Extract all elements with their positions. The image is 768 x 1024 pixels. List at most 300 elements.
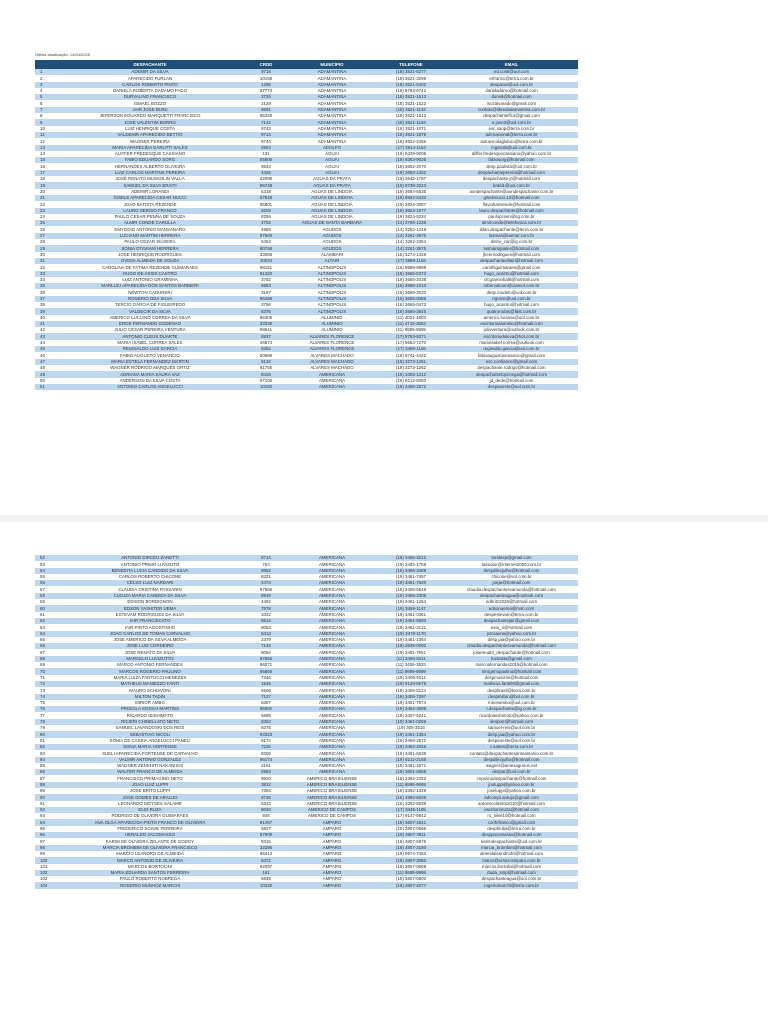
- despachante-name: JOSÉ RENATO MUSSOLIN VALLA: [115, 176, 185, 182]
- email-value: edsonuema@msn.com: [445, 605, 578, 611]
- despachante-name: JULIO CESAR PEREIRA VENTURA: [114, 327, 186, 333]
- telefone-value: (16) 3665-0473: [395, 302, 427, 308]
- email-value: almeidaleandro40@hotmail.com: [479, 851, 544, 857]
- despachante-name: PAULO CESAR PENNA DE SOUZA: [114, 214, 186, 220]
- email-value: despbrasil@terra.com.br: [487, 687, 536, 693]
- municipio-value: AMPARO: [287, 857, 377, 863]
- municipio-value: AMERICANA: [287, 731, 377, 737]
- municipio-value: ADAMANTINA: [287, 94, 377, 100]
- email-value: mrogeriopaulino@hotmail.com: [445, 668, 578, 674]
- row-number: 100: [35, 857, 55, 863]
- despachante-name: SONIA MARIA HORTENSE: [55, 744, 245, 750]
- municipio-value: AMERICANA: [318, 750, 346, 756]
- municipio-value: AMERICANA: [318, 624, 346, 630]
- despachante-name: ANTONIO PRIMO LUVIZUTO: [120, 561, 180, 567]
- crdd-value: 55806: [245, 157, 287, 163]
- municipio-value: ALTINOPOLIS: [317, 302, 347, 308]
- crdd-value: 6963: [245, 145, 287, 151]
- email-value: claudia.despachantesvamunda@hotmail.com: [445, 643, 578, 649]
- email-value: despdilecjulho@hotmail.com: [445, 568, 578, 574]
- email-value: karimdespachante@uol.com.br: [481, 838, 542, 844]
- row-number: 88: [35, 782, 55, 788]
- telefone-value: (19) 3807-6800: [395, 876, 427, 882]
- crdd-value: 10330: [245, 882, 287, 888]
- telefone-value: (19) 3807-4841: [377, 819, 445, 825]
- email-value: autoescolasles2010@hotmail.com: [478, 800, 545, 806]
- municipio-value: AMERICANA: [287, 593, 377, 599]
- telefone-value: (16) 3665-3645: [377, 308, 445, 314]
- municipio-value: AMERICANA: [287, 668, 377, 674]
- crdd-value: 96071: [259, 662, 273, 668]
- municipio-value: ALTINOPOLIS: [317, 264, 347, 270]
- row-number: 40: [40, 314, 45, 320]
- telefone-value: (14) 3262-2354: [395, 239, 427, 245]
- row-number: 25: [35, 220, 55, 226]
- crdd-value: 6463: [261, 239, 271, 245]
- municipio-value: AMERICANA: [318, 662, 346, 668]
- row-number: 12: [40, 138, 45, 144]
- crdd-value: 2379: [261, 637, 271, 643]
- crdd-value: 4426: [245, 170, 287, 176]
- row-number: 54: [35, 568, 55, 574]
- municipio-value: AMERICANA: [287, 605, 377, 611]
- despachante-name: JOSE BRITO LUPPI: [130, 788, 170, 794]
- municipio-value: AMERICO BRASILIENSE: [287, 782, 377, 788]
- row-number: 34: [40, 277, 45, 283]
- email-value: dinho_car@ig.com.br: [490, 239, 533, 245]
- municipio-value: ALVARES FLORENCE: [287, 333, 377, 339]
- row-number: 83: [40, 750, 45, 756]
- email-value: josereuato_despachante@hotmail.com: [473, 649, 550, 655]
- crdd-value: 3187: [261, 289, 271, 295]
- row-number: 76: [35, 706, 55, 712]
- crdd-value: 32286: [245, 845, 287, 851]
- email-value: desp.jaa@yahoo.com.br: [487, 637, 536, 643]
- municipio-value: AMERICANA: [287, 706, 377, 712]
- despachante-name: EROS FERNANDO GODENAO: [55, 321, 245, 327]
- email-value: aondespachante@aondespachante.com.br: [469, 188, 554, 194]
- crdd-value: 6397: [261, 700, 271, 706]
- email-value: contato@libredadamantina.com.br: [445, 107, 578, 113]
- telefone-value: (14) 3262-1248: [395, 226, 427, 232]
- telefone-value: (19) 9439-9006: [395, 151, 427, 157]
- crdd-value: 97866: [245, 656, 287, 662]
- despachante-name: ANA OLGA APARECIDA PINTO FRANCO DE OLIVEIRA: [55, 819, 245, 825]
- municipio-value: ADAMANTINA: [287, 107, 377, 113]
- email-value: julioventura@outlook.com.br: [483, 327, 540, 333]
- municipio-value: ALVARES MACHADO: [310, 352, 354, 358]
- row-number: 37: [35, 296, 55, 302]
- municipio-value: AMPARO: [287, 870, 377, 876]
- row-number: 59: [40, 599, 45, 605]
- crdd-value: 1286: [245, 82, 287, 88]
- telefone-value: (19) 3406-1312: [377, 371, 445, 377]
- telefone-value: (19) 3652-2070: [395, 163, 427, 169]
- row-number: 49: [35, 371, 55, 377]
- telefone-value: (17) 9753-9371: [377, 333, 445, 339]
- crdd-value: 1545: [245, 681, 287, 687]
- telefone-value: (18) 3521-1613: [395, 113, 427, 119]
- despachante-name: VALDECIR DA SILVA: [55, 308, 245, 314]
- despachante-name: ROGERIO MUNHOZ MARCHI: [55, 882, 245, 888]
- crdd-value: 8743: [261, 125, 271, 131]
- despachante-name: MARIA LUIZA FANTUCCI MENEZES: [113, 674, 187, 680]
- despachante-name: MARIA APARECIDA GARUTTI SALES: [55, 145, 245, 151]
- despachante-name: MARIA ISABEL CORREA SALES: [117, 340, 183, 346]
- despachante-name: VALDENIR APARECIDO BETTIO: [55, 132, 245, 138]
- despachante-name: ELIO RUZA: [55, 807, 245, 813]
- crdd-value: 10158: [259, 75, 273, 81]
- municipio-value: ALUMINIO: [321, 314, 343, 320]
- row-number: 60: [35, 605, 55, 611]
- email-value: desp.modelo@uol.com.br: [486, 289, 537, 295]
- email-value: mironambo@uol.com.br: [488, 700, 535, 706]
- row-number: 75: [40, 700, 45, 706]
- crdd-value: 4473: [245, 580, 287, 586]
- table-row: [35, 882, 578, 888]
- email-value: jd_dede@hotmail.com: [489, 377, 534, 383]
- municipio-value: AGUAS DE LINDOIA: [311, 188, 353, 194]
- crdd-value: 97568: [259, 586, 273, 592]
- telefone-value: (17) 9147-6842: [395, 813, 427, 819]
- municipio-value: ALTINOPOLIS: [317, 289, 347, 295]
- email-value: robervalcom@ciamol.com.br: [445, 283, 578, 289]
- telefone-value: (11) 3406-3533: [396, 662, 426, 668]
- municipio-value: AMERICANA: [287, 744, 377, 750]
- table-body: [35, 555, 578, 889]
- despachante-name: SONIA OTAVIANI HERRERA: [55, 245, 245, 251]
- email-value: taimotor@internet2000.com.br: [481, 561, 542, 567]
- telefone-value: (18) 3273-1261: [377, 359, 445, 365]
- email-value: rogeriomarchi@terra.com.br: [445, 882, 578, 888]
- despachante-name: LUIZ ANTONIO GRAMINHA: [122, 277, 178, 283]
- email-value: jorge@hotmail.com: [445, 580, 578, 586]
- municipio-value: ALUMINIO: [321, 327, 343, 333]
- email-value: mgarutti@uol.com.br: [445, 145, 578, 151]
- telefone-value: (18) 3521-5277: [377, 69, 445, 75]
- email-value: marioisabel.correa@outlook.com: [479, 340, 544, 346]
- header-number: [35, 60, 55, 69]
- municipio-value: AMERICANA: [287, 618, 377, 624]
- crdd-value: 948: [262, 813, 270, 819]
- municipio-value: AMPARO: [287, 819, 377, 825]
- row-number: 6: [40, 100, 43, 106]
- telefone-value: (19) 3461-5593: [377, 618, 445, 624]
- crdd-value: 8352: [245, 346, 287, 352]
- crdd-value: 8048: [245, 807, 287, 813]
- crdd-value: 8691: [245, 107, 287, 113]
- municipio-value: AMERICANA: [287, 656, 377, 662]
- email-value: despachante-jr@hotmail.com: [482, 176, 541, 182]
- email-value: lusmar@lusmar.com.br: [445, 233, 578, 239]
- telefone-value: (19) 3684-6535: [395, 188, 427, 194]
- email-value: confefranco@gmail.com: [445, 819, 578, 825]
- telefone-value: (19) 3406-7297: [377, 694, 445, 700]
- telefone-value: (19) 3652-1392: [377, 170, 445, 176]
- municipio-value: AMPARO: [322, 851, 342, 857]
- row-number: 58: [35, 593, 55, 599]
- municipio-value: ADAMANTINA: [317, 75, 347, 81]
- telefone-value: (19) 3461-7651: [395, 649, 427, 655]
- email-value: carolfsguimaraes@gmail.com: [482, 264, 541, 270]
- row-number: 38: [40, 302, 45, 308]
- despachante-name: CLAUDIA CRISTINA PASSARIN: [118, 586, 182, 592]
- telefone-value: (11) 3406-6011: [377, 656, 445, 662]
- telefone-value: (18) 3521-3299: [395, 75, 427, 81]
- header-despachante: DESPACHANTE: [55, 60, 245, 69]
- despachante-name: LEONARDO MOYSES SALAME: [118, 800, 182, 806]
- municipio-value: ALTINOPOLIS: [287, 308, 377, 314]
- crdd-value: 90768: [245, 245, 287, 251]
- telefone-value: (19) 3824-3087: [395, 201, 427, 207]
- email-value: despmusizim@hotmail.com: [484, 674, 539, 680]
- table-body: [35, 69, 578, 390]
- row-number: 32: [40, 264, 45, 270]
- despachante-name: FRANCISCO PRIMAGINO NETO: [117, 775, 183, 781]
- email-value: r.despachante@ig.com.br: [445, 706, 578, 712]
- telefone-value: (18) 3273-1262: [395, 365, 427, 371]
- email-value: despacar@uol.com.br: [445, 82, 578, 88]
- municipio-value: ADOLFO: [287, 145, 377, 151]
- despachante-name: ADEMIR DA SILVA: [55, 69, 245, 75]
- telefone-value: (19) 3406-6124: [395, 687, 427, 693]
- table-row: [35, 775, 578, 781]
- municipio-value: ALTAIR: [287, 258, 377, 264]
- despachante-name: CELSO LUIZ NARDARI: [55, 580, 245, 586]
- municipio-value: AMERICANA: [287, 631, 377, 637]
- crdd-value: 98151: [259, 264, 273, 270]
- row-number: 16: [40, 163, 45, 169]
- crdd-value: 8513: [245, 618, 287, 624]
- crdd-value: 95328: [259, 113, 273, 119]
- email-value: lauro.despachante@hotmail.com: [445, 208, 578, 214]
- municipio-value: AMERICANA: [287, 681, 377, 687]
- crdd-value: 7144: [245, 643, 287, 649]
- row-number: 10: [40, 125, 45, 131]
- crdd-value: 96488: [245, 296, 287, 302]
- email-value: extu_ri@hotmail.com: [490, 624, 533, 630]
- crdd-value: 2128: [261, 100, 271, 106]
- row-number: 95: [40, 826, 45, 832]
- municipio-value: ADAMANTINA: [317, 88, 347, 94]
- municipio-value: AMERICANA: [318, 712, 346, 718]
- email-value: esc.saop@terra.com.br: [488, 125, 535, 131]
- email-value: autoescolagloboo@terra.com.br: [480, 138, 543, 144]
- row-number: 14: [40, 151, 45, 157]
- email-value: despachantelopcnega@hotmail.com: [445, 371, 578, 377]
- telefone-value: (18) 3521-1522: [395, 100, 427, 106]
- row-number: 52: [35, 555, 55, 561]
- row-number: 89: [40, 788, 45, 794]
- email-value: despar@uol.com.br: [445, 769, 578, 775]
- municipio-value: AGUDOS: [322, 239, 342, 245]
- despachante-name: JOSE AMERICO DA SILVA ALMEIDA: [113, 637, 187, 643]
- telefone-value: (16) 3665-1010: [377, 283, 445, 289]
- despachante-name: CARLOS ROBERTO CHICONE: [118, 574, 182, 580]
- telefone-value: (19) 3478-1170: [377, 631, 445, 637]
- despachante-name: RODRIGO DE OLIVEIRA GUIMARAES: [111, 813, 189, 819]
- row-number: 62: [35, 618, 55, 624]
- municipio-value: AGUDOS: [287, 245, 377, 251]
- email-value: despachanteagua@uol.com.br: [481, 876, 542, 882]
- telefone-value: (19) 3462-2046: [377, 744, 445, 750]
- despachante-name: PAULO ROBERTO NOBREGA: [119, 876, 181, 882]
- crdd-value: 9920: [261, 775, 271, 781]
- email-value: americo.luciano@uol.com.br: [483, 314, 540, 320]
- email-value: despachanteffco@gmail.com: [483, 113, 540, 119]
- municipio-value: AMPARO: [287, 845, 377, 851]
- telefone-value: (19) 3406-3489: [377, 568, 445, 574]
- municipio-value: ADAMANTINA: [317, 138, 347, 144]
- despachante-name: JOSE GOMES DE ARAUJO: [55, 794, 245, 800]
- despachante-name: PAULO CEZAR SILVEIRA: [124, 239, 176, 245]
- row-number: 82: [35, 744, 55, 750]
- row-number: 68: [35, 656, 55, 662]
- despachante-name: DURVALINO FRANCISCO: [55, 94, 245, 100]
- despachante-name: JOSE HENRIQUE RODRIGUES: [118, 251, 182, 257]
- crdd-value: 9738: [245, 794, 287, 800]
- row-number: 73: [40, 687, 45, 693]
- crdd-value: 92097: [259, 863, 273, 869]
- row-number: 15: [35, 157, 55, 163]
- crdd-value: 9714: [245, 132, 287, 138]
- email-value: e.jose3@uol.com.br: [445, 119, 578, 125]
- email-value: ildan.despachante@terra.com.br: [479, 226, 544, 232]
- row-number: 29: [35, 245, 55, 251]
- telefone-value: (19) 3461-7457: [395, 574, 427, 580]
- row-number: 104: [35, 882, 55, 888]
- crdd-value: 96413: [259, 851, 273, 857]
- row-number: 70: [35, 668, 55, 674]
- crdd-value: 9543: [261, 163, 271, 169]
- telefone-value: (19) 3469-1147: [377, 605, 445, 611]
- despachante-name: VALMIR ANTONIO GONZALEZ: [55, 757, 245, 763]
- telefone-value: (11) 9999-9999: [377, 782, 445, 788]
- crdd-value: 97568: [245, 233, 287, 239]
- municipio-value: ALUMINIO: [287, 321, 377, 327]
- despachante-name: ANTONIO CARLOS ANGELUCCI: [55, 384, 245, 390]
- despachante-name: LUCIANO MARTIM HERRERA: [55, 233, 245, 239]
- row-number: 74: [35, 694, 55, 700]
- telefone-value: (19) 306-3516: [397, 725, 425, 731]
- crdd-value: 8053: [261, 624, 271, 630]
- crdd-value: 91320: [245, 271, 287, 277]
- municipio-value: AMERICANA: [318, 586, 346, 592]
- row-number: 66: [35, 643, 55, 649]
- telefone-value: (18) 9741-4422: [395, 352, 427, 358]
- telefone-value: (14) 3765-1238: [377, 220, 445, 226]
- header-municipio: MUNICÍPIO: [287, 60, 377, 69]
- crdd-value: 8174: [261, 737, 271, 743]
- despachante-name: WALTER FRANCO DE ALMEIDA: [55, 769, 245, 775]
- telefone-value: (18) 3521-5402: [377, 82, 445, 88]
- crdd-value: 4969: [261, 226, 271, 232]
- municipio-value: AMPARO: [322, 863, 342, 869]
- email-value: escritorioaluminio@hotmail.com: [445, 321, 578, 327]
- row-number: 42: [40, 327, 45, 333]
- despachante-name: WAGNER RODRIGO MARQUES ORTIZ: [110, 365, 190, 371]
- email-value: cnpuimodespachante@hotmail.com: [476, 775, 547, 781]
- municipio-value: AGUAI: [287, 170, 377, 176]
- row-number: 18: [40, 176, 45, 182]
- crdd-value: 6963: [245, 283, 287, 289]
- crdd-value: 6937: [245, 333, 287, 339]
- telefone-value: (18) 3521-1071: [395, 125, 427, 131]
- despachante-name: ANTONIO DIRCEU ZANETTI: [55, 555, 245, 561]
- telefone-value: (19) 3645-0090: [377, 643, 445, 649]
- municipio-value: AMERICO DE CAMPOS: [307, 813, 357, 819]
- despachante-name: CAROLINA DE FATIMA REZENDE GUIMARAES: [102, 264, 198, 270]
- telefone-value: (11) 9999-9999: [377, 870, 445, 876]
- row-number: 21: [35, 195, 55, 201]
- municipio-value: AGUDOS: [287, 233, 377, 239]
- email-value: hugo_acastro@hotmail.com: [484, 302, 539, 308]
- table-row: [35, 384, 578, 390]
- municipio-value: ALVARES FLORENCE: [309, 340, 355, 346]
- row-number: 23: [35, 208, 55, 214]
- email-value: adt.nacional@terra.com.br: [445, 132, 578, 138]
- municipio-value: AGUAS DE LINDOIA: [311, 214, 353, 220]
- crdd-value: 8714: [245, 555, 287, 561]
- municipio-value: ALVARES MACHADO: [310, 365, 354, 371]
- municipio-value: AGUAS DE LINDOIA: [311, 201, 353, 207]
- email-value: samuel-reis@uol.com.br: [487, 725, 536, 731]
- despachante-name: JOAO CARLOS DE TOMAS CARVALHO: [55, 631, 245, 637]
- despachante-name: MARCOS BORTOLINI: [128, 863, 172, 869]
- despachante-name: MARIA ESTELA FERNANDEZ MARTIN: [55, 359, 245, 365]
- despachante-name: MARLUCI APARECIDA DOS SANTOS BARBIERI: [55, 283, 245, 289]
- crdd-value: 91756: [259, 365, 273, 371]
- row-number: 50: [40, 377, 45, 383]
- row-number: 71: [40, 674, 45, 680]
- telefone-value: (19) 3406-3212: [377, 555, 445, 561]
- email-value: despaoeste@uol.com.br: [445, 384, 578, 390]
- crdd-value: 6835: [261, 876, 271, 882]
- municipio-value: AGUAS DA PRATA: [287, 182, 377, 188]
- email-value: despachantepereira@hotmail.com: [445, 170, 578, 176]
- despachante-name: SEBASTIAO NICOLI: [55, 731, 245, 737]
- despachante-name: JOSE RENATO DA SILVA: [124, 649, 176, 655]
- despachante-name: LAURO SERGIO FRANCO: [55, 208, 245, 214]
- row-number: 98: [35, 845, 55, 851]
- telefone-value: (17) 3445-1195: [377, 807, 445, 813]
- row-number: 3: [35, 82, 55, 88]
- row-number: 67: [40, 649, 45, 655]
- crdd-value: 9134: [245, 359, 287, 365]
- crdd-value: 4702: [245, 220, 287, 226]
- row-number: 26: [40, 226, 45, 232]
- crdd-value: 8294: [261, 214, 271, 220]
- telefone-value: (17) 3486-1186: [377, 346, 445, 352]
- telefone-value: (14) 3261-3975: [377, 233, 445, 239]
- crdd-value: 6506: [261, 687, 271, 693]
- municipio-value: AGUAS DA PRATA: [313, 176, 351, 182]
- telefone-value: (18) 3521-1134: [377, 107, 445, 113]
- despachante-name: SUELI APARECIDA FORTENSE DE CARVALHO: [102, 750, 198, 756]
- crdd-value: 7346: [261, 674, 271, 680]
- despachante-name: ROGERIO ODA SILVA: [55, 296, 245, 302]
- municipio-value: AMERICANA: [287, 769, 377, 775]
- municipio-value: AMERICO DE CAMPOS: [287, 807, 377, 813]
- telefone-value: (17) 9654-7270: [395, 340, 427, 346]
- despachante-name: ADEMIR LORANDI: [131, 188, 169, 194]
- email-value: jnoluppi@yahoo.com.br: [445, 782, 578, 788]
- despachante-name: MARCIO LEANDRO DE ALMEIDA: [116, 851, 184, 857]
- municipio-value: AMERICANA: [287, 384, 377, 390]
- crdd-value: 5318: [261, 188, 271, 194]
- crdd-value: 10160: [245, 384, 287, 390]
- crdd-value: 7394: [261, 788, 271, 794]
